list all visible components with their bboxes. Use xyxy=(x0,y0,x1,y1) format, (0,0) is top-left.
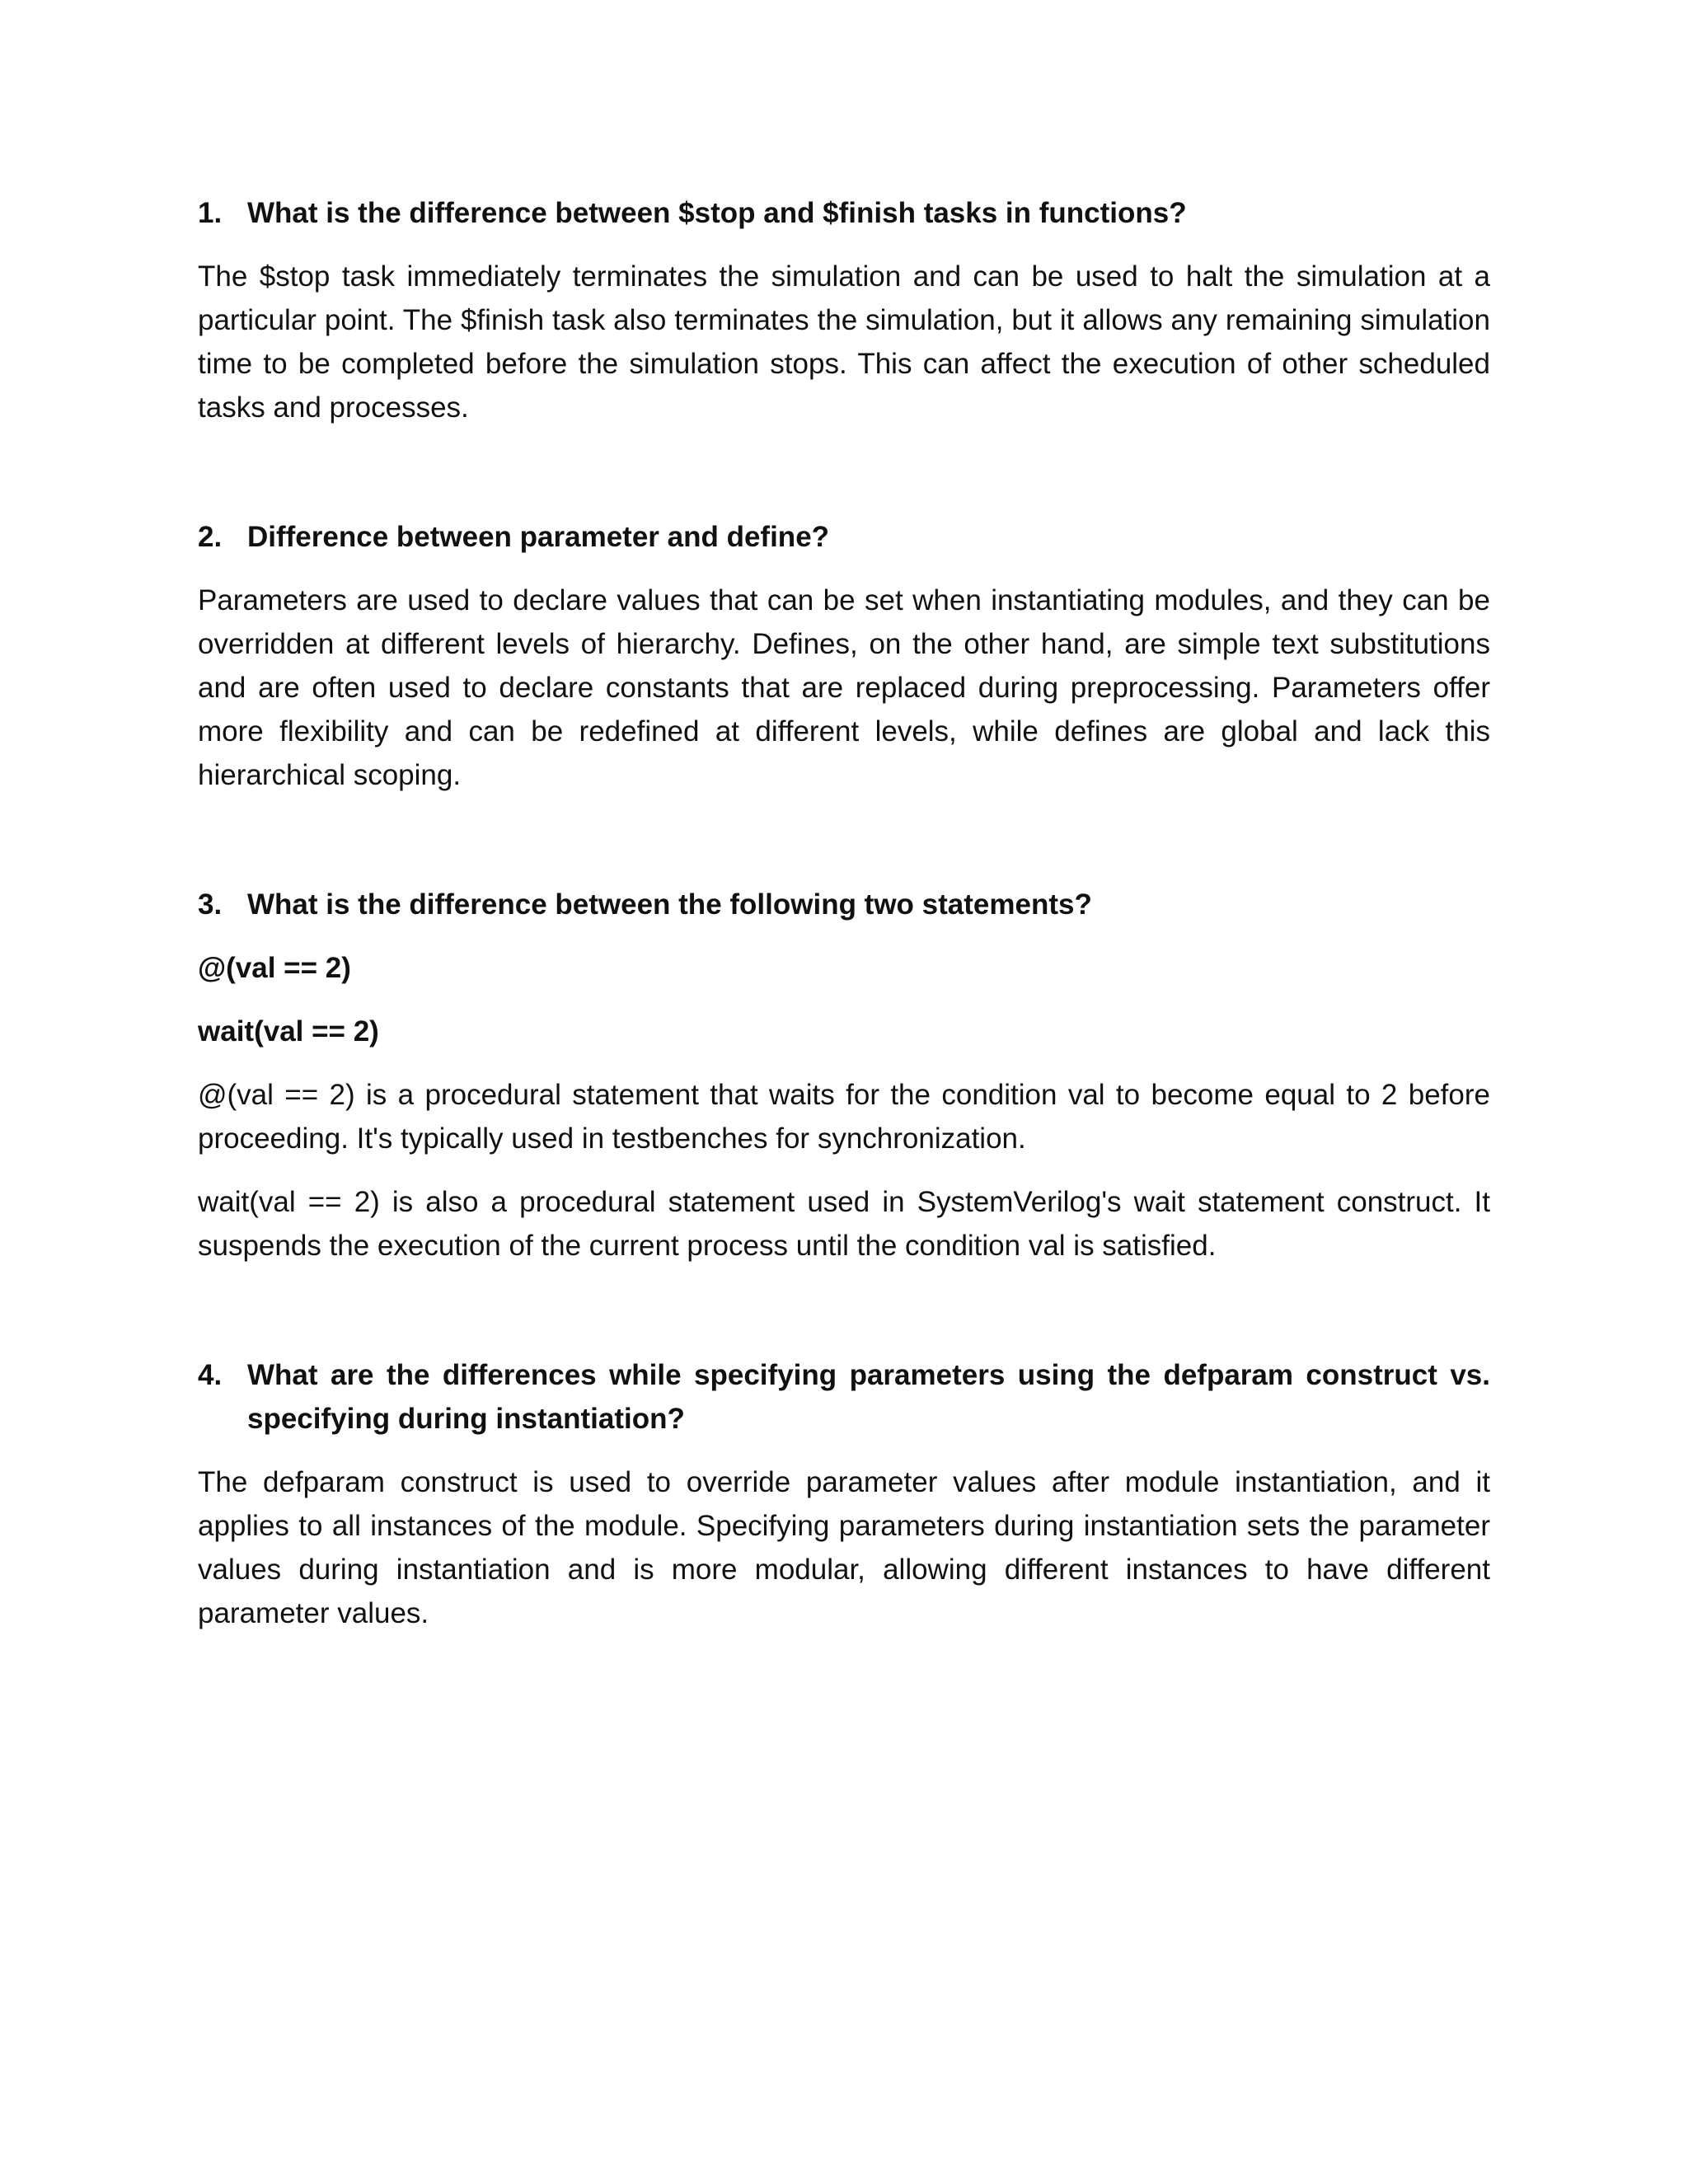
code-statement-2: wait(val == 2) xyxy=(198,1015,379,1047)
question-number: 2. xyxy=(198,521,223,553)
answer-paragraph-1: @(val == 2) is a procedural statement that waits for the condition val to become equal to 2 before proceeding. It's typically used in testbenches for synchronization. xyxy=(198,1079,1490,1155)
question-number: 4. xyxy=(198,1359,223,1391)
question-heading xyxy=(198,515,1490,559)
qa-section-4 xyxy=(198,1353,1490,1635)
question-number: 1. xyxy=(198,197,223,229)
document-content xyxy=(198,191,1490,1635)
answer-paragraph: The $stop task immediately terminates the simulation and can be used to halt the simulation at a particular point. The $finish task also terminates the simulation, but it allows any remaining simulation time to be completed before the simulation stops. This can affect the execution of other scheduled tasks and processes. xyxy=(198,260,1490,424)
answer-paragraph: Parameters are used to declare values that can be set when instantiating modules, and they can be overridden at different levels of hierarchy. Defines, on the other hand, are simple text substitutions and are often used to declare constants that are replaced during preprocessing. Parameters offer more flexibility and can be redefined at different levels, while defines are global and lack this hierarchical scoping. xyxy=(198,584,1490,791)
question-text: What is the difference between $stop and $finish tasks in functions? xyxy=(247,197,1187,229)
question-text: Difference between parameter and define? xyxy=(247,521,830,553)
qa-section-1 xyxy=(198,191,1490,429)
question-heading xyxy=(198,191,1490,235)
question-text: What are the differences while specifying parameters using the defparam construct vs. specifying during instantiation? xyxy=(247,1359,1490,1435)
question-text: What is the difference between the following two statements? xyxy=(247,888,1092,921)
qa-section-3 xyxy=(198,883,1490,1268)
answer-paragraph-2: wait(val == 2) is also a procedural statement used in SystemVerilog's wait statement construct. It suspends the execution of the current process until the condition val is satisfied. xyxy=(198,1186,1490,1262)
answer-paragraph: The defparam construct is used to override parameter values after module instantiation, and it applies to all instances of the module. Specifying parameters during instantiation sets the parameter values during instantiation and is more modular, allowing different instances to have different parameter values. xyxy=(198,1466,1490,1629)
question-heading xyxy=(198,1353,1490,1441)
qa-section-2 xyxy=(198,515,1490,797)
question-heading xyxy=(198,883,1490,926)
question-number: 3. xyxy=(198,888,223,921)
code-statement-1: @(val == 2) xyxy=(198,952,351,984)
